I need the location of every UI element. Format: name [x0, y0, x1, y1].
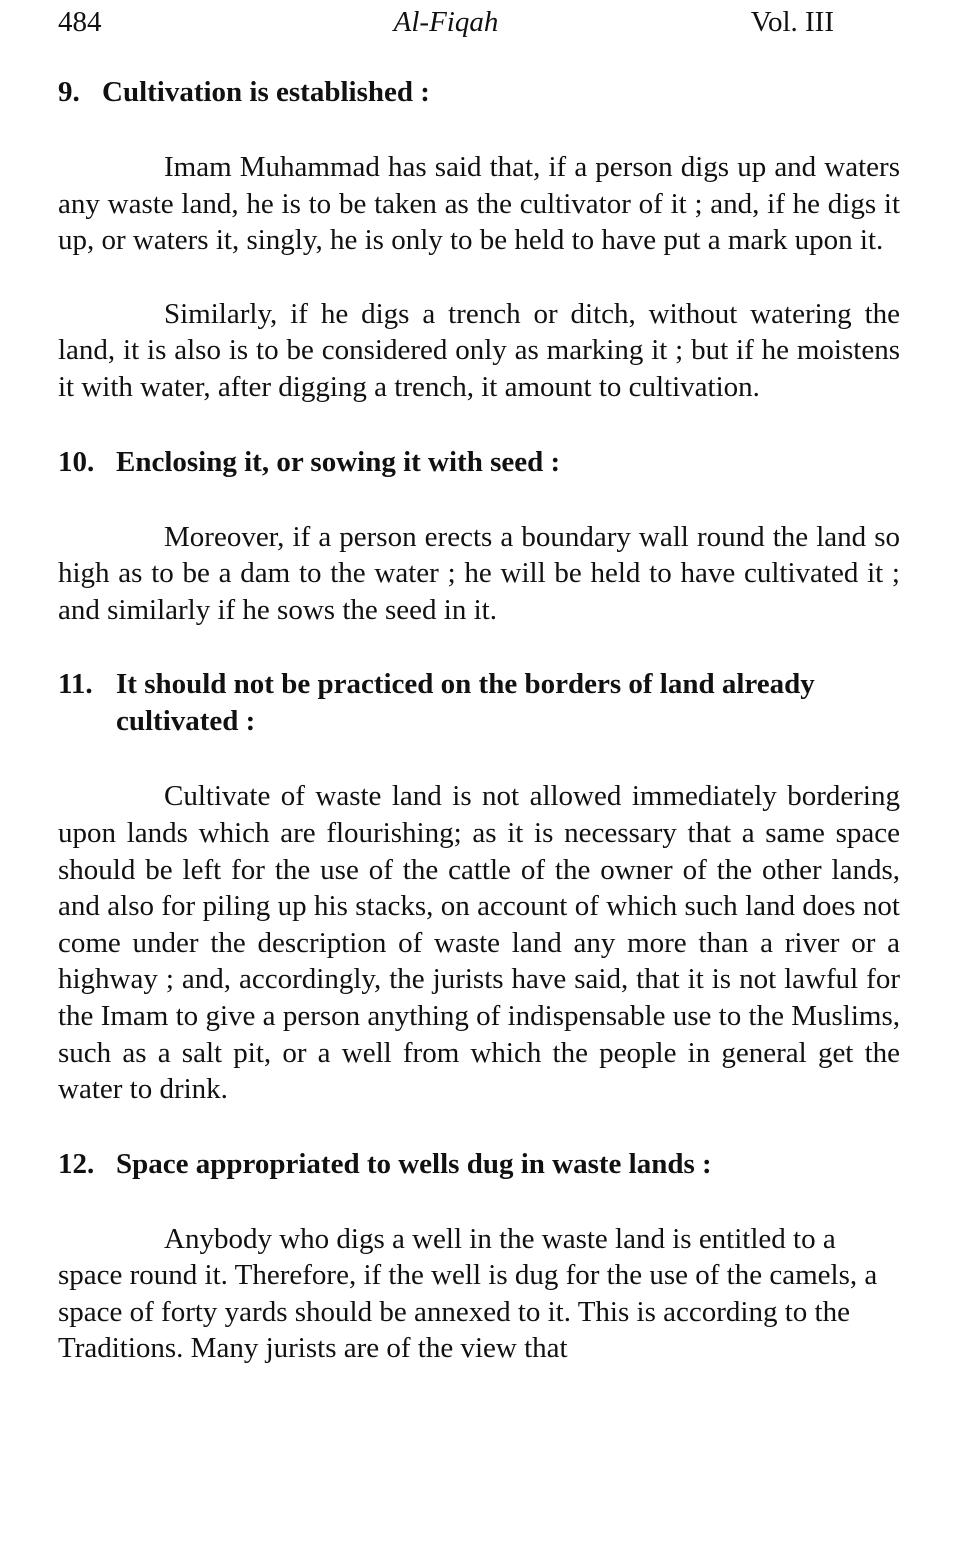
section-heading-10 — [58, 444, 900, 481]
section-number: 11. — [58, 668, 93, 701]
paragraph: Anybody who digs a well in the waste land is entitled to a space round it. Therefore, if the well is dug for the use of the camels, a space of forty yards should be annexed to it. This is according to the Traditions. Many jurists are of the view that — [58, 1222, 878, 1365]
paragraph: Cultivate of waste land is not allowed immediately bordering upon lands which are flourishing; as it is necessary that a same space should be left for the use of the cattle of the owner of the other lands, and also for piling up his stacks, on account of which such land does not come under the description of waste land any more than a river or a highway ; and, accordingly, the jurists have said, that it is not lawful for the Imam to give a person anything of indispensable use to the Muslims, such as a salt pit, or a well from which the people in general get the water to drink. — [58, 780, 900, 1106]
section-heading-12 — [58, 1146, 900, 1183]
section-title: It should not be practiced on the borders of land already cultivated : — [116, 668, 815, 738]
page-body — [58, 74, 900, 1367]
paragraph: Moreover, if a person erects a boundary wall round the land so high as to be a dam to the water ; he will be held to have cultivated it ; and similarly if he sows the seed in it. — [58, 520, 900, 626]
section-heading-11 — [58, 666, 900, 740]
section-heading-9 — [58, 74, 900, 111]
volume-label: Vol. III — [750, 6, 834, 38]
section-number: 12. — [58, 1147, 95, 1180]
paragraph: Similarly, if he digs a trench or ditch, without watering the land, it is also is to be considered only as marking it ; but if he moistens it with water, after digging a trench, it amount to cultivation. — [58, 297, 900, 403]
section-number: 10. — [58, 445, 95, 478]
paragraph: Imam Muhammad has said that, if a person digs up and waters any waste land, he is to be taken as the cultivator of it ; and, if he digs it up, or waters it, singly, he is only to be held to have put a mark upon it. — [58, 151, 900, 257]
page-number: 484 — [58, 6, 102, 38]
running-title: Al-Fiqah — [393, 6, 499, 38]
section-title: Enclosing it, or sowing it with seed : — [116, 445, 561, 478]
section-title: Space appropriated to wells dug in waste lands : — [116, 1147, 712, 1180]
section-title: Cultivation is established : — [102, 76, 430, 108]
running-header — [58, 4, 834, 40]
section-number: 9. — [58, 76, 80, 108]
